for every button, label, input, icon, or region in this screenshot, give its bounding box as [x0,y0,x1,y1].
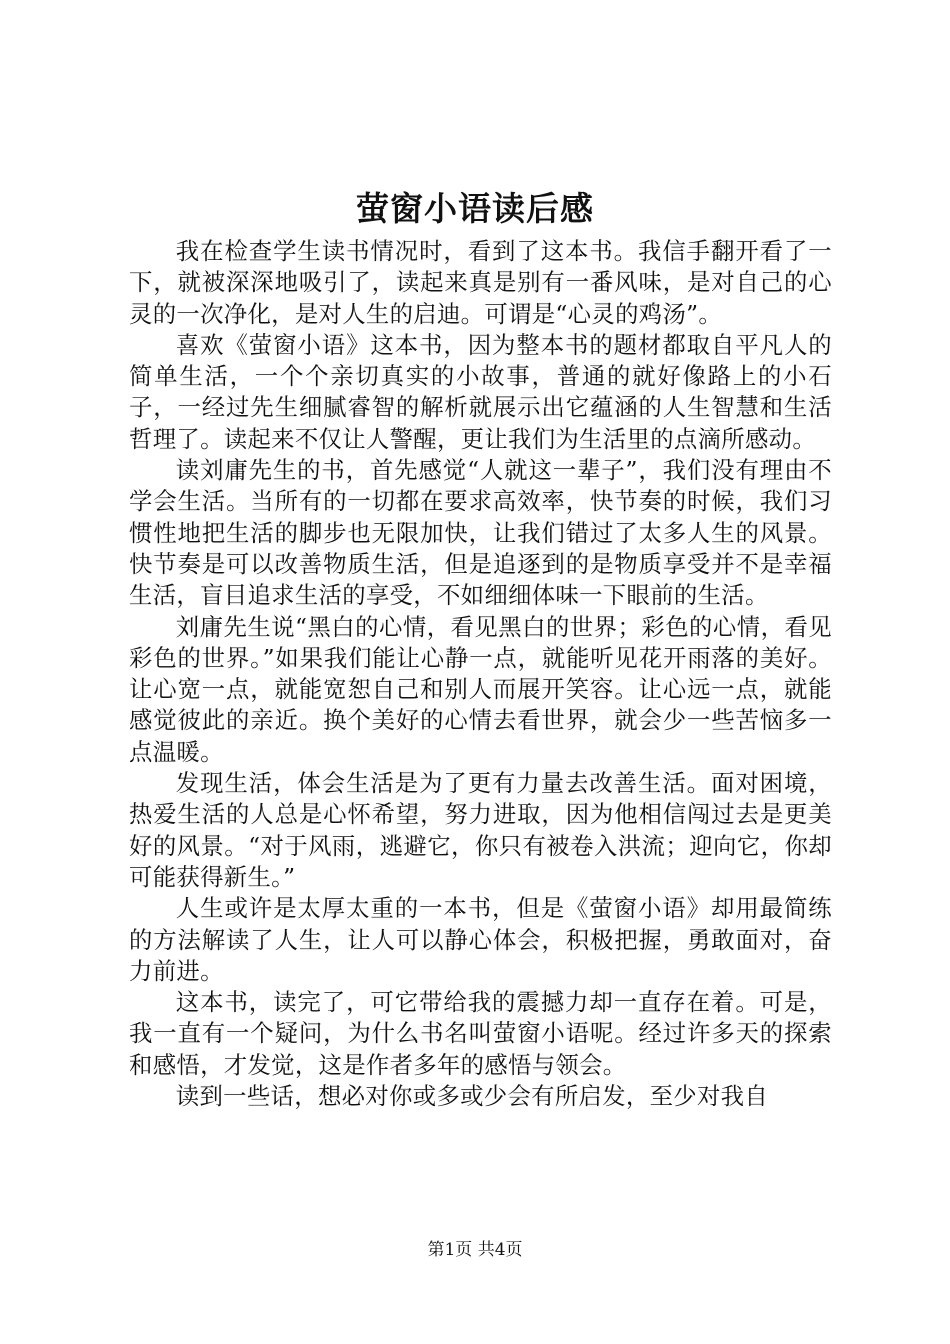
paragraph-7: 这本书，读完了，可它带给我的震撼力却一直存在着。可是，我一直有一个疑问，为什么书名叫萤窗小语呢。经过许多天的探索和感悟，才发觉，这是作者多年的感悟与领会。 [129,988,832,1079]
document-body [129,236,832,1112]
paragraph-3: 读刘庸先生的书，首先感觉“人就这一辈子”，我们没有理由不学会生活。当所有的一切都在要求高效率，快节奏的时候，我们习惯性地把生活的脚步也无限加快，让我们错过了太多人生的风景。快节奏是可以改善物质生活，但是追逐到的是物质享受并不是幸福生活，盲目追求生活的享受，不如细细体味一下眼前的生活。 [129,456,832,610]
paragraph-5: 发现生活，体会生活是为了更有力量去改善生活。面对困境，热爱生活的人总是心怀希望，努力进取，因为他相信闯过去是更美好的风景。“对于风雨，逃避它，你只有被卷入洪流；迎向它，你却可能获得新生。” [129,769,832,891]
paragraph-2: 喜欢《萤窗小语》这本书，因为整本书的题材都取自平凡人的简单生活，一个个亲切真实的小故事，普通的就好像路上的小石子，一经过先生细腻睿智的解析就展示出它蕴涵的人生智慧和生活哲理了。读起来不仅让人警醒，更让我们为生活里的点滴所感动。 [129,330,832,453]
paragraph-6: 人生或许是太厚太重的一本书，但是《萤窗小语》却用最简练的方法解读了人生，让人可以静心体会，积极把握，勇敢面对，奋力前进。 [129,894,832,985]
paragraph-8: 读到一些话，想必对你或多或少会有所启发，至少对我自 [175,1082,769,1111]
paragraph-4: 刘庸先生说“黑白的心情，看见黑白的世界；彩色的心情，看见彩色的世界。”如果我们能让心静一点，就能听见花开雨落的美好。让心宽一点，就能宽恕自己和别人而展开笑容。让心远一点，就能感觉彼此的亲近。换个美好的心情去看世界，就会少一些苦恼多一点温暖。 [129,612,832,766]
page-footer: 第1页 共4页 [427,1240,523,1260]
paragraph-1: 我在检查学生读书情况时，看到了这本书。我信手翻开看了一下，就被深深地吸引了，读起来真是别有一番风味，是对自己的心灵的一次净化，是对人生的启迪。可谓是“心灵的鸡汤”。 [129,237,832,328]
document-title: 萤窗小语读后感 [356,189,594,228]
